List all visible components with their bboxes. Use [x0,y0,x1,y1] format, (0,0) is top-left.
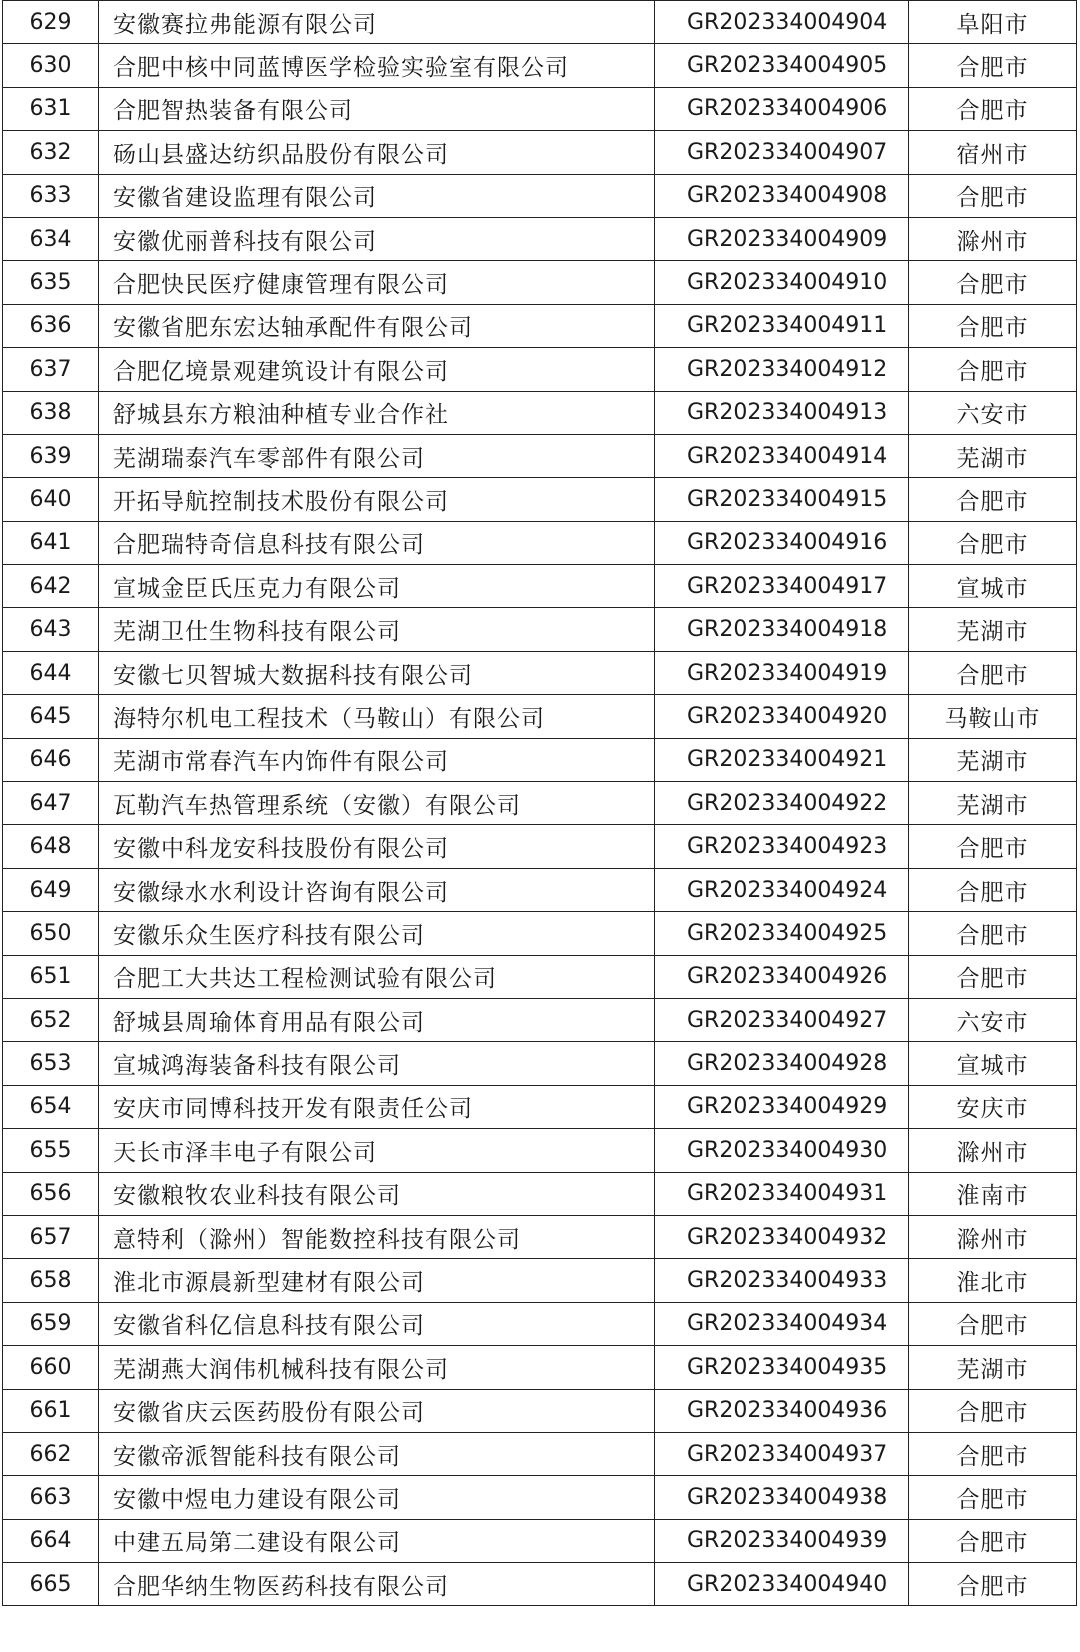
row-number-cell: 655 [3,1129,99,1172]
table-row [3,87,1077,130]
row-number-cell: 649 [3,868,99,911]
city-cell: 滁州市 [909,217,1077,260]
certificate-code-cell: GR202334004934 [655,1302,909,1345]
row-number-cell: 663 [3,1476,99,1519]
city-cell: 合肥市 [909,44,1077,87]
table-row [3,348,1077,391]
certificate-code-cell: GR202334004932 [655,1215,909,1258]
table-row [3,1432,1077,1475]
row-number-cell: 654 [3,1085,99,1128]
row-number-cell: 664 [3,1519,99,1562]
table-row [3,1259,1077,1302]
table-row [3,478,1077,521]
company-name-cell: 安徽省科亿信息科技有限公司 [99,1302,655,1345]
company-name-cell: 淮北市源晨新型建材有限公司 [99,1259,655,1302]
certificate-code-cell: GR202334004908 [655,174,909,217]
company-name-cell: 安徽省庆云医药股份有限公司 [99,1389,655,1432]
city-cell: 芜湖市 [909,782,1077,825]
row-number-cell: 653 [3,1042,99,1085]
table-row [3,1129,1077,1172]
certificate-code-cell: GR202334004938 [655,1476,909,1519]
certificate-code-cell: GR202334004915 [655,478,909,521]
city-cell: 合肥市 [909,1519,1077,1562]
certificate-code-cell: GR202334004929 [655,1085,909,1128]
row-number-cell: 659 [3,1302,99,1345]
row-number-cell: 638 [3,391,99,434]
table-row [3,1346,1077,1389]
table-row [3,217,1077,260]
row-number-cell: 635 [3,261,99,304]
row-number-cell: 643 [3,608,99,651]
table-row [3,391,1077,434]
certificate-code-cell: GR202334004933 [655,1259,909,1302]
city-cell: 淮北市 [909,1259,1077,1302]
table-row [3,1302,1077,1345]
row-number-cell: 639 [3,434,99,477]
city-cell: 芜湖市 [909,1346,1077,1389]
certificate-code-cell: GR202334004906 [655,87,909,130]
table-row [3,521,1077,564]
city-cell: 淮南市 [909,1172,1077,1215]
table-row [3,738,1077,781]
company-list-table-wrapper [2,0,1076,1606]
company-name-cell: 芜湖市常春汽车内饰件有限公司 [99,738,655,781]
company-name-cell: 合肥工大共达工程检测试验有限公司 [99,955,655,998]
table-row [3,304,1077,347]
row-number-cell: 629 [3,1,99,44]
company-name-cell: 合肥中核中同蓝博医学检验实验室有限公司 [99,44,655,87]
table-row [3,131,1077,174]
company-name-cell: 安徽中煜电力建设有限公司 [99,1476,655,1519]
company-name-cell: 芜湖卫仕生物科技有限公司 [99,608,655,651]
city-cell: 合肥市 [909,348,1077,391]
company-list-table [2,0,1077,1606]
certificate-code-cell: GR202334004928 [655,1042,909,1085]
certificate-code-cell: GR202334004925 [655,912,909,955]
company-name-cell: 安徽粮牧农业科技有限公司 [99,1172,655,1215]
company-name-cell: 芜湖瑞泰汽车零部件有限公司 [99,434,655,477]
table-row [3,44,1077,87]
company-name-cell: 芜湖燕大润伟机械科技有限公司 [99,1346,655,1389]
city-cell: 合肥市 [909,955,1077,998]
company-name-cell: 安徽七贝智城大数据科技有限公司 [99,651,655,694]
table-row [3,1,1077,44]
city-cell: 合肥市 [909,1476,1077,1519]
row-number-cell: 642 [3,565,99,608]
city-cell: 马鞍山市 [909,695,1077,738]
company-name-cell: 安徽省肥东宏达轴承配件有限公司 [99,304,655,347]
company-name-cell: 安徽中科龙安科技股份有限公司 [99,825,655,868]
certificate-code-cell: GR202334004923 [655,825,909,868]
city-cell: 合肥市 [909,1389,1077,1432]
company-name-cell: 宣城鸿海装备科技有限公司 [99,1042,655,1085]
certificate-code-cell: GR202334004921 [655,738,909,781]
certificate-code-cell: GR202334004924 [655,868,909,911]
certificate-code-cell: GR202334004917 [655,565,909,608]
city-cell: 芜湖市 [909,738,1077,781]
table-row [3,998,1077,1041]
row-number-cell: 640 [3,478,99,521]
row-number-cell: 657 [3,1215,99,1258]
city-cell: 滁州市 [909,1129,1077,1172]
company-name-cell: 安徽绿水水利设计咨询有限公司 [99,868,655,911]
company-name-cell: 合肥智热装备有限公司 [99,87,655,130]
city-cell: 宿州市 [909,131,1077,174]
city-cell: 合肥市 [909,174,1077,217]
table-row [3,1172,1077,1215]
certificate-code-cell: GR202334004905 [655,44,909,87]
company-name-cell: 意特利（滁州）智能数控科技有限公司 [99,1215,655,1258]
certificate-code-cell: GR202334004919 [655,651,909,694]
row-number-cell: 637 [3,348,99,391]
certificate-code-cell: GR202334004931 [655,1172,909,1215]
certificate-code-cell: GR202334004927 [655,998,909,1041]
row-number-cell: 662 [3,1432,99,1475]
company-name-cell: 海特尔机电工程技术（马鞍山）有限公司 [99,695,655,738]
city-cell: 合肥市 [909,304,1077,347]
table-row [3,261,1077,304]
row-number-cell: 630 [3,44,99,87]
certificate-code-cell: GR202334004913 [655,391,909,434]
certificate-code-cell: GR202334004922 [655,782,909,825]
certificate-code-cell: GR202334004914 [655,434,909,477]
row-number-cell: 650 [3,912,99,955]
table-row [3,825,1077,868]
table-row [3,1519,1077,1562]
city-cell: 合肥市 [909,1563,1077,1606]
table-row [3,955,1077,998]
table-row [3,1085,1077,1128]
table-row [3,782,1077,825]
company-name-cell: 砀山县盛达纺织品股份有限公司 [99,131,655,174]
certificate-code-cell: GR202334004920 [655,695,909,738]
city-cell: 合肥市 [909,651,1077,694]
certificate-code-cell: GR202334004907 [655,131,909,174]
city-cell: 合肥市 [909,912,1077,955]
company-name-cell: 舒城县东方粮油种植专业合作社 [99,391,655,434]
row-number-cell: 652 [3,998,99,1041]
certificate-code-cell: GR202334004911 [655,304,909,347]
table-row [3,1476,1077,1519]
table-row [3,565,1077,608]
city-cell: 芜湖市 [909,608,1077,651]
table-row [3,1215,1077,1258]
certificate-code-cell: GR202334004912 [655,348,909,391]
certificate-code-cell: GR202334004909 [655,217,909,260]
company-name-cell: 天长市泽丰电子有限公司 [99,1129,655,1172]
company-name-cell: 安徽帝派智能科技有限公司 [99,1432,655,1475]
table-row [3,695,1077,738]
row-number-cell: 631 [3,87,99,130]
row-number-cell: 656 [3,1172,99,1215]
row-number-cell: 644 [3,651,99,694]
row-number-cell: 658 [3,1259,99,1302]
city-cell: 安庆市 [909,1085,1077,1128]
table-row [3,651,1077,694]
city-cell: 六安市 [909,998,1077,1041]
city-cell: 滁州市 [909,1215,1077,1258]
company-name-cell: 中建五局第二建设有限公司 [99,1519,655,1562]
company-name-cell: 合肥快民医疗健康管理有限公司 [99,261,655,304]
table-row [3,174,1077,217]
row-number-cell: 660 [3,1346,99,1389]
row-number-cell: 646 [3,738,99,781]
company-name-cell: 瓦勒汽车热管理系统（安徽）有限公司 [99,782,655,825]
row-number-cell: 633 [3,174,99,217]
company-name-cell: 安徽乐众生医疗科技有限公司 [99,912,655,955]
certificate-code-cell: GR202334004904 [655,1,909,44]
city-cell: 宣城市 [909,1042,1077,1085]
table-body [3,1,1077,1606]
city-cell: 合肥市 [909,261,1077,304]
row-number-cell: 645 [3,695,99,738]
table-row [3,1389,1077,1432]
table-row [3,434,1077,477]
city-cell: 合肥市 [909,1302,1077,1345]
company-name-cell: 合肥亿境景观建筑设计有限公司 [99,348,655,391]
table-row [3,1042,1077,1085]
company-name-cell: 舒城县周瑜体育用品有限公司 [99,998,655,1041]
row-number-cell: 634 [3,217,99,260]
city-cell: 芜湖市 [909,434,1077,477]
certificate-code-cell: GR202334004916 [655,521,909,564]
city-cell: 合肥市 [909,478,1077,521]
table-row [3,912,1077,955]
table-row [3,868,1077,911]
table-row [3,1563,1077,1606]
city-cell: 六安市 [909,391,1077,434]
company-name-cell: 合肥华纳生物医药科技有限公司 [99,1563,655,1606]
city-cell: 合肥市 [909,87,1077,130]
company-name-cell: 安庆市同博科技开发有限责任公司 [99,1085,655,1128]
row-number-cell: 641 [3,521,99,564]
row-number-cell: 636 [3,304,99,347]
city-cell: 合肥市 [909,521,1077,564]
city-cell: 合肥市 [909,825,1077,868]
certificate-code-cell: GR202334004936 [655,1389,909,1432]
row-number-cell: 632 [3,131,99,174]
city-cell: 阜阳市 [909,1,1077,44]
row-number-cell: 647 [3,782,99,825]
row-number-cell: 661 [3,1389,99,1432]
certificate-code-cell: GR202334004937 [655,1432,909,1475]
certificate-code-cell: GR202334004935 [655,1346,909,1389]
row-number-cell: 648 [3,825,99,868]
certificate-code-cell: GR202334004926 [655,955,909,998]
company-name-cell: 安徽优丽普科技有限公司 [99,217,655,260]
city-cell: 宣城市 [909,565,1077,608]
certificate-code-cell: GR202334004918 [655,608,909,651]
table-row [3,608,1077,651]
row-number-cell: 665 [3,1563,99,1606]
company-name-cell: 安徽省建设监理有限公司 [99,174,655,217]
company-name-cell: 开拓导航控制技术股份有限公司 [99,478,655,521]
certificate-code-cell: GR202334004940 [655,1563,909,1606]
company-name-cell: 安徽赛拉弗能源有限公司 [99,1,655,44]
city-cell: 合肥市 [909,1432,1077,1475]
row-number-cell: 651 [3,955,99,998]
company-name-cell: 合肥瑞特奇信息科技有限公司 [99,521,655,564]
company-name-cell: 宣城金臣氏压克力有限公司 [99,565,655,608]
certificate-code-cell: GR202334004939 [655,1519,909,1562]
certificate-code-cell: GR202334004910 [655,261,909,304]
city-cell: 合肥市 [909,868,1077,911]
certificate-code-cell: GR202334004930 [655,1129,909,1172]
